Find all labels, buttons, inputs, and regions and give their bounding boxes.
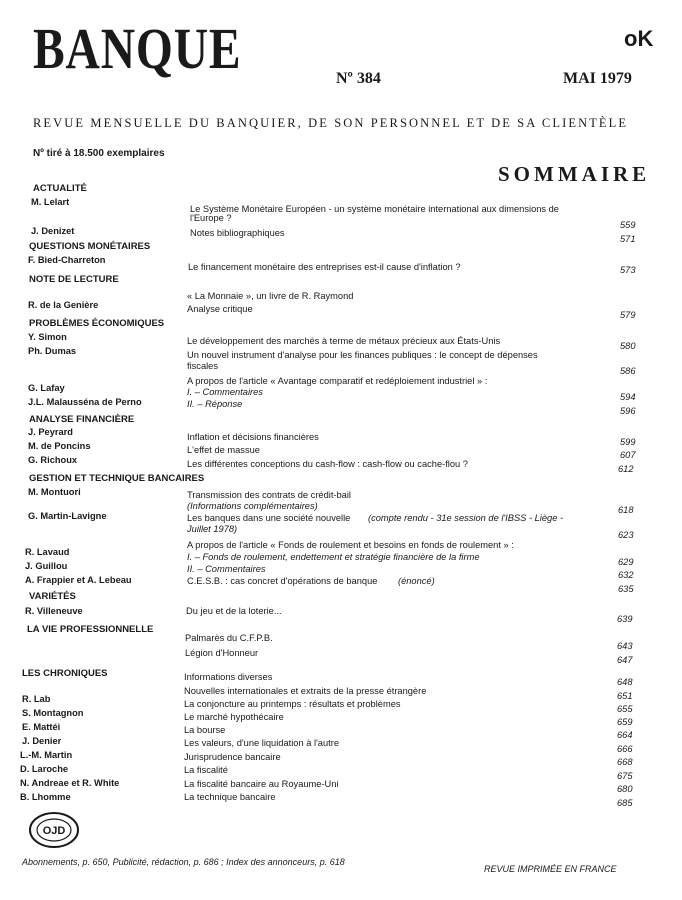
article-title: L'effet de massue	[187, 445, 260, 455]
page-number: 607	[620, 450, 636, 460]
page-number: 579	[620, 310, 636, 320]
page-number: 666	[617, 744, 633, 754]
author-name: J. Denier	[22, 736, 62, 746]
author-name: M. Lelart	[31, 197, 70, 207]
author-name: E. Mattéi	[22, 722, 61, 732]
article-title: Le marché hypothécaire	[184, 712, 284, 722]
article-title: Légion d'Honneur	[185, 648, 259, 658]
article-title: II. – Commentaires	[187, 564, 266, 574]
footer-printed-in: REVUE IMPRIMÉE EN FRANCE	[484, 864, 617, 874]
page-number: 664	[617, 730, 633, 740]
page-number: 635	[618, 584, 634, 594]
author-name: J. Denizet	[31, 226, 75, 236]
article-title: « La Monnaie », un livre de R. Raymond	[187, 291, 354, 301]
author-name: F. Bied-Charreton	[28, 255, 106, 265]
author-name: A. Frappier et A. Lebeau	[25, 575, 132, 585]
section-heading: ANALYSE FINANCIÈRE	[29, 414, 135, 425]
author-name: G. Lafay	[28, 383, 65, 393]
author-name: R. Lavaud	[25, 547, 70, 557]
article-title: Les banques dans une société nouvelle	[187, 513, 351, 523]
print-run: Nº tiré à 18.500 exemplaires	[33, 148, 165, 159]
author-name: J. Peyrard	[28, 427, 73, 437]
section-heading: NOTE DE LECTURE	[29, 274, 119, 285]
page-number: 668	[617, 757, 633, 767]
page-number: 612	[618, 464, 634, 474]
section-heading: LES CHRONIQUES	[22, 668, 108, 679]
page-number: 623	[618, 530, 634, 540]
article-title: l'Europe ?	[190, 213, 232, 223]
section-heading: QUESTIONS MONÉTAIRES	[29, 241, 151, 252]
page-number: 618	[618, 505, 634, 515]
article-title: Les différentes conceptions du cash-flow : cash-flow ou cache-flou ?	[187, 459, 468, 469]
author-name: J.L. Malausséna de Perno	[28, 397, 142, 407]
section-heading: VARIÉTÉS	[29, 591, 76, 602]
page-number: 629	[618, 557, 634, 567]
contents-heading: SOMMAIRE	[498, 162, 651, 186]
issue-number: Nº 384	[336, 70, 381, 87]
article-title: Juillet 1978)	[187, 524, 238, 534]
author-name: R. Villeneuve	[25, 606, 83, 616]
author-name: R. Lab	[22, 694, 51, 704]
ok-handwritten-mark: oK	[624, 26, 654, 51]
author-name: L.-M. Martin	[20, 750, 73, 760]
article-title: La technique bancaire	[184, 792, 276, 802]
article-title: (énoncé)	[398, 576, 435, 586]
page-number: 571	[620, 234, 636, 244]
subtitle: REVUE MENSUELLE DU BANQUIER, DE SON PERSONNEL ET DE SA CLIENTÈLE	[33, 116, 629, 130]
author-name: N. Andreae et R. White	[20, 778, 120, 788]
article-title: Inflation et décisions financières	[187, 432, 319, 442]
article-title: Du jeu et de la loterie...	[186, 606, 282, 616]
page-number: 580	[620, 341, 636, 351]
section-heading: ACTUALITÉ	[33, 183, 87, 194]
page-number: 639	[617, 614, 633, 624]
article-title: Analyse critique	[187, 304, 253, 314]
page-number: 559	[620, 220, 636, 230]
page-number: 659	[617, 717, 633, 727]
article-title: Notes bibliographiques	[190, 228, 285, 238]
article-title: (compte rendu - 31e session de l'IBSS - Liège -	[368, 513, 564, 523]
article-title: Le développement des marchés à terme de métaux précieux aux États-Unis	[187, 336, 501, 346]
page-number: 651	[617, 691, 633, 701]
page-number: 594	[620, 392, 636, 402]
ojd-logo	[28, 810, 80, 850]
author-name: D. Laroche	[20, 764, 69, 774]
article-title: Informations diverses	[184, 672, 273, 682]
article-title: Nouvelles internationales et extraits de la presse étrangère	[184, 686, 427, 696]
article-title: (Informations complémentaires)	[187, 501, 318, 511]
author-name: G. Richoux	[28, 455, 78, 465]
article-title: La fiscalité	[184, 765, 228, 775]
page-number: 643	[617, 641, 633, 651]
article-title: Le Système Monétaire Européen - un système monétaire international aux dimensions de	[190, 204, 559, 214]
page-number: 675	[617, 771, 633, 781]
article-title: II. – Réponse	[187, 399, 243, 409]
ojd-logo-text: OJD	[42, 825, 66, 837]
section-heading: PROBLÈMES ÉCONOMIQUES	[29, 318, 165, 329]
article-title: Transmission des contrats de crédit-bail	[187, 490, 351, 500]
author-name: B. Lhomme	[20, 792, 71, 802]
article-title: A propos de l'article « Fonds de roulement et besoins en fonds de roulement » :	[187, 540, 514, 550]
page-number: 685	[617, 798, 633, 808]
footer-subscriptions: Abonnements, p. 650, Publicité, rédaction, p. 686 ; Index des annonceurs, p. 618	[22, 857, 345, 867]
article-title: Un nouvel instrument d'analyse pour les finances publiques : le concept de dépenses	[187, 350, 538, 360]
section-heading: GESTION ET TECHNIQUE BANCAIRES	[29, 473, 205, 484]
page-number: 648	[617, 677, 633, 687]
section-heading: LA VIE PROFESSIONNELLE	[27, 624, 154, 635]
page-number: 599	[620, 437, 636, 447]
page-number: 680	[617, 784, 633, 794]
article-title: La fiscalité bancaire au Royaume-Uni	[184, 779, 339, 789]
page-number: 573	[620, 265, 636, 275]
author-name: R. de la Genière	[28, 300, 99, 310]
issue-date: MAI 1979	[563, 70, 632, 87]
article-title: Palmarès du C.F.P.B.	[185, 633, 273, 643]
article-title: A propos de l'article « Avantage comparatif et redéploiement industriel » :	[187, 376, 488, 386]
article-title: Les valeurs, d'une liquidation à l'autre	[184, 738, 339, 748]
page-number: 655	[617, 704, 633, 714]
page-number: 632	[618, 570, 634, 580]
article-title: fiscales	[187, 361, 219, 371]
page-number: 586	[620, 366, 636, 376]
author-name: M. de Poncins	[28, 441, 91, 451]
author-name: G. Martin-Lavigne	[28, 511, 107, 521]
article-title: Jurisprudence bancaire	[184, 752, 281, 762]
page-number: 596	[620, 406, 636, 416]
author-name: J. Guillou	[25, 561, 68, 571]
article-title: I. – Commentaires	[187, 387, 263, 397]
author-name: S. Montagnon	[22, 708, 84, 718]
masthead-title: BANQUE	[33, 16, 242, 81]
author-name: Ph. Dumas	[28, 346, 77, 356]
author-name: M. Montuori	[28, 487, 81, 497]
article-title: La conjoncture au printemps : résultats et problèmes	[184, 699, 401, 709]
page-number: 647	[617, 655, 633, 665]
article-title: C.E.S.B. : cas concret d'opérations de banque	[187, 576, 378, 586]
article-title: I. – Fonds de roulement, endettement et stratégie financière de la firme	[187, 552, 480, 562]
author-name: Y. Simon	[28, 332, 67, 342]
article-title: Le financement monétaire des entreprises est-il cause d'inflation ?	[188, 262, 461, 272]
article-title: La bourse	[184, 725, 226, 735]
